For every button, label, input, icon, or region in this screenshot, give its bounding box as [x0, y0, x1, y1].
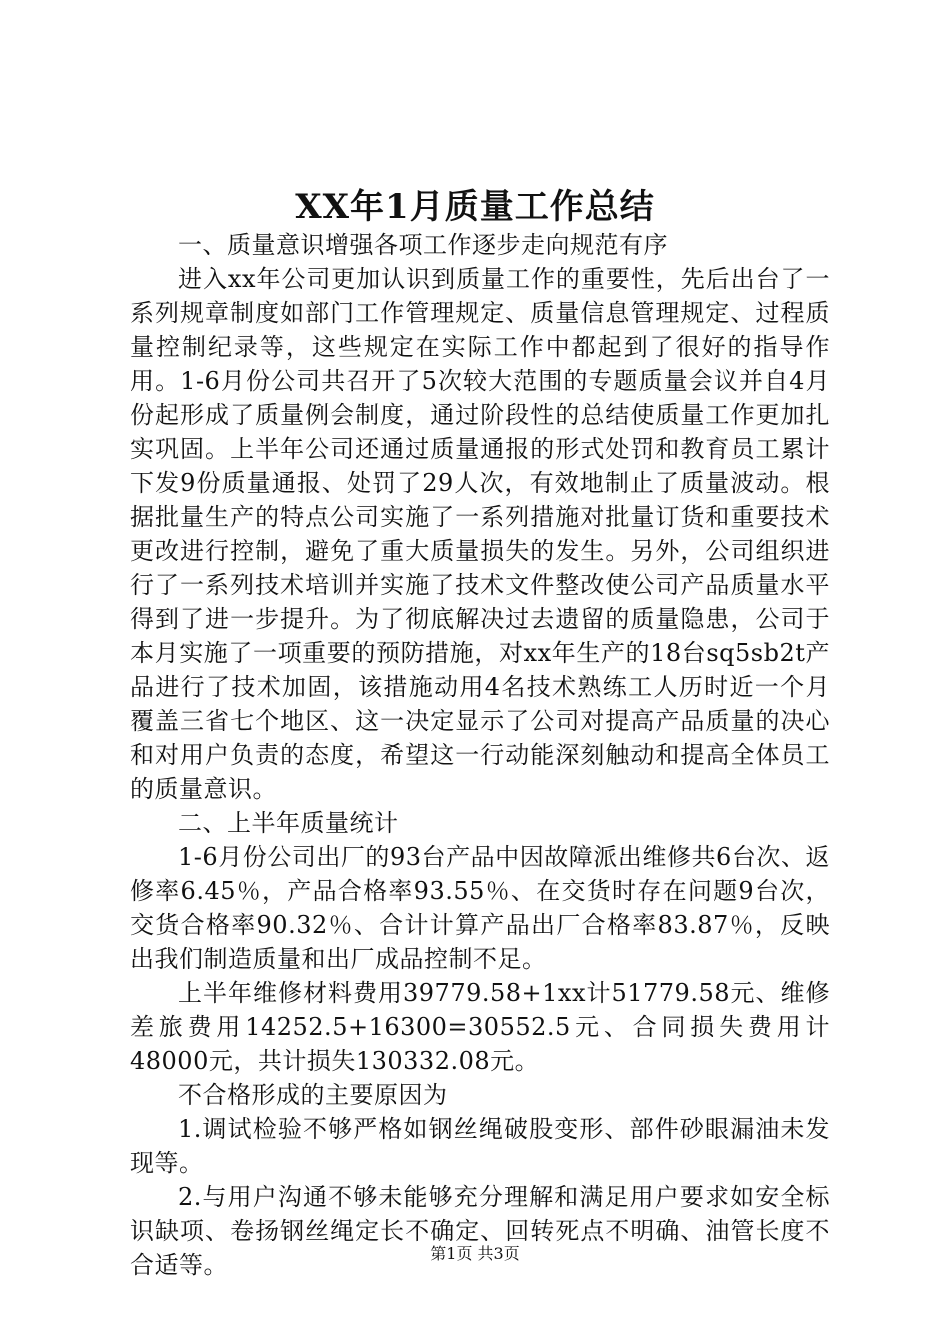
- page-footer: 第1页 共3页: [430, 1244, 520, 1263]
- section-heading-2: 二、上半年质量统计: [178, 809, 399, 837]
- list-item-2: 2.与用户沟通不够未能够充分理解和满足用户要求如安全标识缺项、卷扬钢丝绳定长不确定、回转死点不明确、油管长度不合适等。: [130, 1183, 830, 1279]
- paragraph-1: 进入xx年公司更加认识到质量工作的重要性，先后出台了一系列规章制度如部门工作管理规定、质量信息管理规定、过程质量控制纪录等，这些规定在实际工作中都起到了很好的指导作用。1-6月份公司共召开了5次较大范围的专题质量会议并自4月份起形成了质量例会制度，通过阶段性的总结使质量工作更加扎实巩固。上半年公司还通过质量通报的形式处罚和教育员工累计下发9份质量通报、处罚了29人次，有效地制止了质量波动。根据批量生产的特点公司实施了一系列措施对批量订货和重要技术更改进行控制，避免了重大质量损失的发生。另外，公司组织进行了一系列技术培训并实施了技术文件整改使公司产品质量水平得到了进一步提升。为了彻底解决过去遗留的质量隐患，公司于本月实施了一项重要的预防措施，对xx年生产的18台sq5sb2t产品进行了技术加固，该措施动用4名技术熟练工人历时近一个月覆盖三省七个地区、这一决定显示了公司对提高产品质量的决心和对用户负责的态度，希望这一行动能深刻触动和提高全体员工的质量意识。: [130, 265, 830, 803]
- section-heading-1: 一、质量意识增强各项工作逐步走向规范有序: [178, 231, 668, 259]
- document-title: XX年1月质量工作总结: [295, 187, 655, 227]
- list-item-1: 1.调试检验不够严格如钢丝绳破股变形、部件砂眼漏油未发现等。: [130, 1115, 830, 1177]
- paragraph-4: 不合格形成的主要原因为: [178, 1081, 448, 1109]
- document-body: [130, 228, 830, 1282]
- paragraph-3: 上半年维修材料费用39779.58+1xx计51779.58元、维修差旅费用14252.5+16300=30552.5元、合同损失费用计48000元，共计损失130332.08元。: [130, 979, 830, 1075]
- paragraph-2: 1-6月份公司出厂的93台产品中因故障派出维修共6台次、返修率6.45％，产品合格率93.55％、在交货时存在问题9台次，交货合格率90.32％、合计计算产品出厂合格率83.87％，反映出我们制造质量和出厂成品控制不足。: [130, 843, 830, 973]
